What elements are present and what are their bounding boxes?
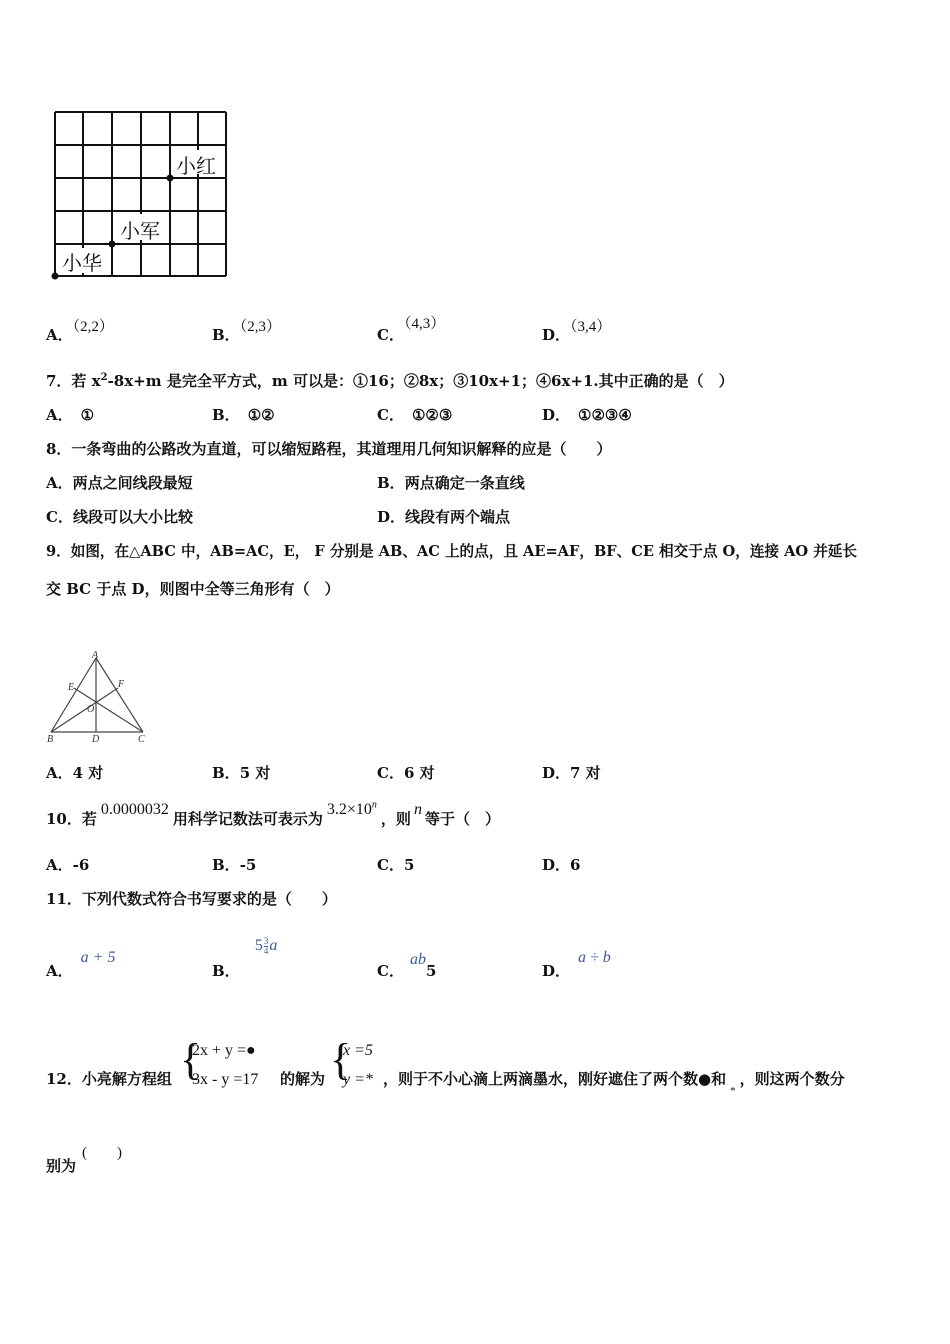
q6-point-xiaohua bbox=[52, 273, 59, 280]
q6-label-xiaohua: 小华 bbox=[62, 251, 102, 275]
q12-answer-paren: ( ) bbox=[82, 1145, 122, 1161]
q12-eq1: 2x + y =● bbox=[192, 1042, 256, 1059]
q12-system-brace: { bbox=[180, 1035, 202, 1084]
q7-stem: 7．若 $x^2-8x+m$ 是完全平方式，m 可以是：①16；②8x；③10x+1；④6x+1.其中正确的是（ ） bbox=[46, 372, 734, 390]
q12-solution-brace: { bbox=[330, 1035, 352, 1084]
q6-point-xiaojun bbox=[109, 241, 116, 248]
q10-stem: 10．若0.0000032用科学记数法可表示为$3.2\times 10^n$，则n等于（ ） bbox=[46, 799, 500, 828]
q11-option-d[interactable]: D．a ÷ b bbox=[542, 949, 611, 980]
q9-option-a[interactable]: A．4 对 bbox=[46, 764, 104, 782]
q7-option-a[interactable]: A． ① bbox=[46, 406, 95, 424]
q8-option-a[interactable]: A．两点之间线段最短 bbox=[46, 474, 193, 492]
q11-option-c[interactable]: C．ab5 bbox=[377, 951, 437, 980]
q12-part3: ，则于不小心滴上两滴墨水，刚好遮住了两个数●和$_*$，则这两个数分 bbox=[383, 1070, 845, 1097]
q6-label-xiaojun: 小军 bbox=[120, 219, 160, 243]
q8-option-d[interactable]: D．线段有两个端点 bbox=[377, 508, 511, 526]
q6-point-xiaohong bbox=[167, 175, 174, 182]
q11-mixed-fraction: 5 $\frac{3}{4}$ a bbox=[254, 935, 278, 956]
q7-option-c[interactable]: C． ①②③ bbox=[377, 406, 453, 424]
q12-part2: 的解为 bbox=[280, 1070, 326, 1088]
q9-label-d: D bbox=[92, 734, 100, 745]
q9-label-f: F bbox=[118, 679, 125, 690]
q9-label-e: E bbox=[68, 682, 75, 693]
q12-line2: 别为 bbox=[46, 1157, 77, 1175]
q9-label-c: C bbox=[138, 734, 145, 745]
q11-option-b[interactable]: B． 5 $\frac{3}{4}$ a bbox=[212, 935, 278, 980]
q7-option-d[interactable]: D． ①②③④ bbox=[542, 406, 632, 424]
q12-sol1: x =5 bbox=[343, 1042, 373, 1059]
q11-option-a[interactable]: A．a + 5 bbox=[46, 949, 116, 980]
q9-stem-line1: 9．如图，在△ABC 中，AB=AC，E， F 分别是 AB、AC 上的点，且 AE=AF，BF、CE 相交于点 O，连接 AO 并延长 bbox=[46, 543, 857, 560]
q6-option-a[interactable]: A．（2,2） bbox=[46, 319, 114, 344]
q10-option-d[interactable]: D．6 bbox=[542, 856, 581, 874]
q12-part1: 12．小亮解方程组 bbox=[46, 1070, 172, 1088]
q10-option-c[interactable]: C．5 bbox=[377, 856, 415, 874]
q11-stem: 11．下列代数式符合书写要求的是（ ） bbox=[46, 890, 337, 908]
q6-option-c[interactable]: C．（4,3） bbox=[377, 316, 446, 344]
q9-option-c[interactable]: C．6 对 bbox=[377, 764, 435, 782]
q10-option-b[interactable]: B．-5 bbox=[212, 856, 257, 874]
q9-label-o: O bbox=[87, 704, 95, 715]
q9-label-b: B bbox=[47, 734, 54, 745]
q8-option-c[interactable]: C．线段可以大小比较 bbox=[46, 508, 193, 526]
q9-stem-line2: 交 BC 于点 D，则图中全等三角形有（ ） bbox=[46, 580, 340, 598]
q8-option-b[interactable]: B．两点确定一条直线 bbox=[377, 474, 525, 492]
q12-sol2: y =* bbox=[343, 1071, 373, 1088]
q10-option-a[interactable]: A．-6 bbox=[46, 856, 90, 874]
q9-option-b[interactable]: B．5 对 bbox=[212, 764, 271, 782]
q6-label-xiaohong: 小红 bbox=[176, 154, 216, 178]
q12-eq2: 3x - y =17 bbox=[192, 1071, 259, 1088]
q9-label-a: A bbox=[92, 650, 99, 661]
q6-option-d[interactable]: D．（3,4） bbox=[542, 319, 612, 344]
q6-option-b[interactable]: B．（2,3） bbox=[212, 319, 281, 344]
q9-triangle-figure bbox=[46, 650, 156, 745]
q7-option-b[interactable]: B． ①② bbox=[212, 406, 275, 424]
q8-stem: 8．一条弯曲的公路改为直道，可以缩短路程，其道理用几何知识解释的应是（ ） bbox=[46, 440, 612, 458]
q9-option-d[interactable]: D．7 对 bbox=[542, 764, 601, 782]
